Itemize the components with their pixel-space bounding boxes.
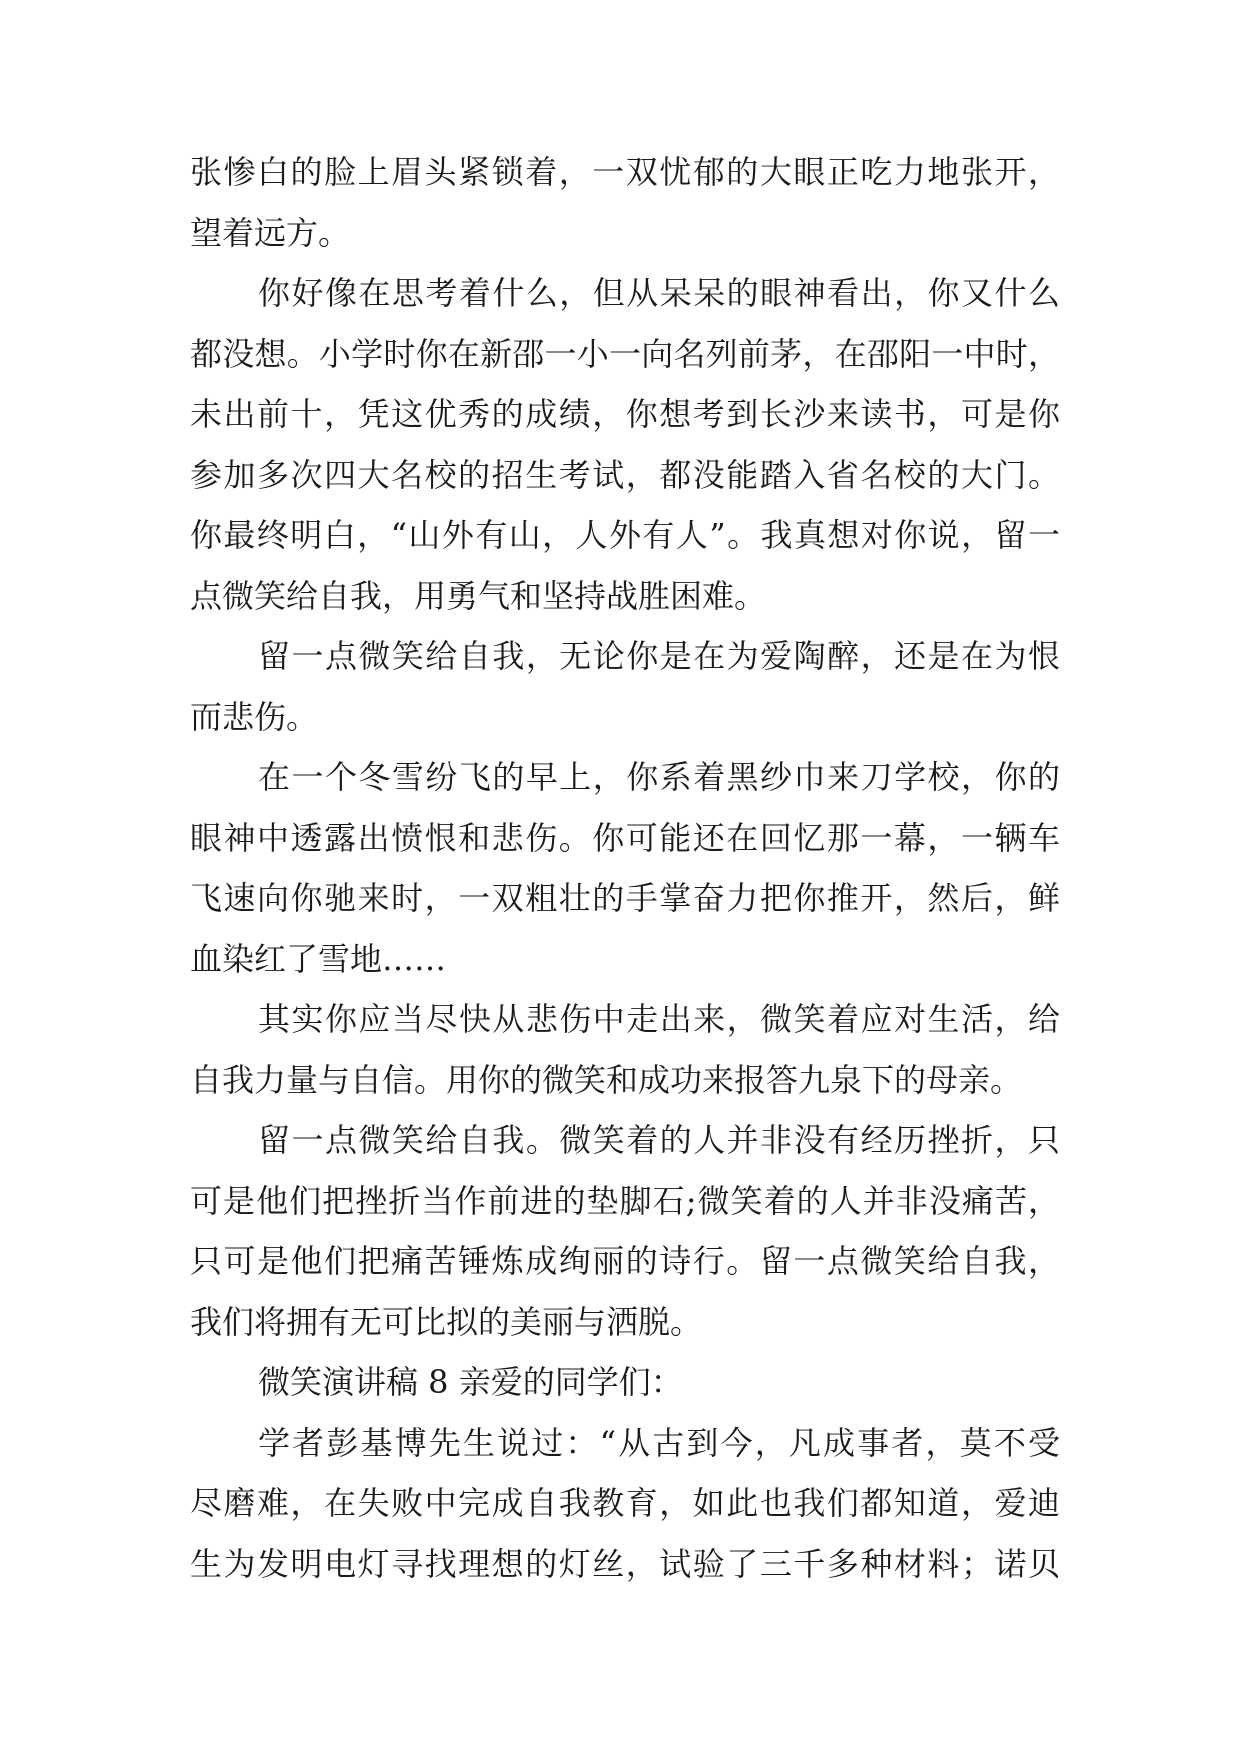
text-line: 都没想。小学时你在新邵一小一向名列前茅，在邵阳一中时， (190, 334, 1060, 373)
text-line: 只可是他们把痛苦锤炼成绚丽的诗行。留一点微笑给自我， (190, 1242, 1060, 1280)
text-line: 自我力量与自信。用你的微笑和成功来报答九泉下的母亲。 (190, 1060, 1023, 1099)
text-line: 血染红了雪地…… (190, 939, 447, 978)
text-line: 留一点微笑给自我，无论你是在为爱陶醉，还是在为恨 (258, 637, 1060, 675)
text-line: 望着远方。 (190, 213, 351, 252)
text-line: 生为发明电灯寻找理想的灯丝，试验了三千多种材料；诺贝 (190, 1544, 1060, 1583)
text-line: 可是他们把挫折当作前进的垫脚石;微笑着的人并非没痛苦， (190, 1181, 1060, 1220)
text-line: 学者彭基博先生说过：“从古到今，凡成事者，莫不受 (258, 1423, 1060, 1462)
text-line: 参加多次四大名校的招生考试，都没能踏入省名校的大门。 (190, 455, 1060, 494)
text-line: 你好像在思考着什么，但从呆呆的眼神看出，你又什么 (258, 274, 1060, 312)
text-line: 留一点微笑给自我。微笑着的人并非没有经历挫折，只 (258, 1121, 1060, 1159)
section-heading: 微笑演讲稿 8 亲爱的同学们： (258, 1363, 683, 1401)
text-line: 尽磨难，在失败中完成自我教育，如此也我们都知道，爱迪 (190, 1484, 1060, 1522)
text-line: 张惨白的脸上眉头紧锁着，一双忧郁的大眼正吃力地张开， (190, 153, 1060, 191)
text-line: 我们将拥有无可比拟的美丽与洒脱。 (190, 1302, 703, 1341)
text-line: 你最终明白，“山外有山，人外有人”。我真想对你说，留一 (190, 516, 1060, 554)
text-line: 点微笑给自我，用勇气和坚持战胜困难。 (190, 576, 767, 615)
text-line: 未出前十，凭这优秀的成绩，你想考到长沙来读书，可是你 (190, 395, 1060, 433)
text-line: 眼神中透露出愤恨和悲伤。你可能还在回忆那一幕，一辆车 (190, 818, 1060, 857)
text-line: 而悲伤。 (190, 697, 319, 736)
text-line: 其实你应当尽快从悲伤中走出来，微笑着应对生活，给 (258, 1000, 1060, 1038)
document-body (190, 142, 1060, 1594)
text-line: 在一个冬雪纷飞的早上，你系着黑纱巾来刀学校，你的 (258, 758, 1060, 796)
text-line: 飞速向你驰来时，一双粗壮的手掌奋力把你推开，然后，鲜 (190, 879, 1060, 917)
